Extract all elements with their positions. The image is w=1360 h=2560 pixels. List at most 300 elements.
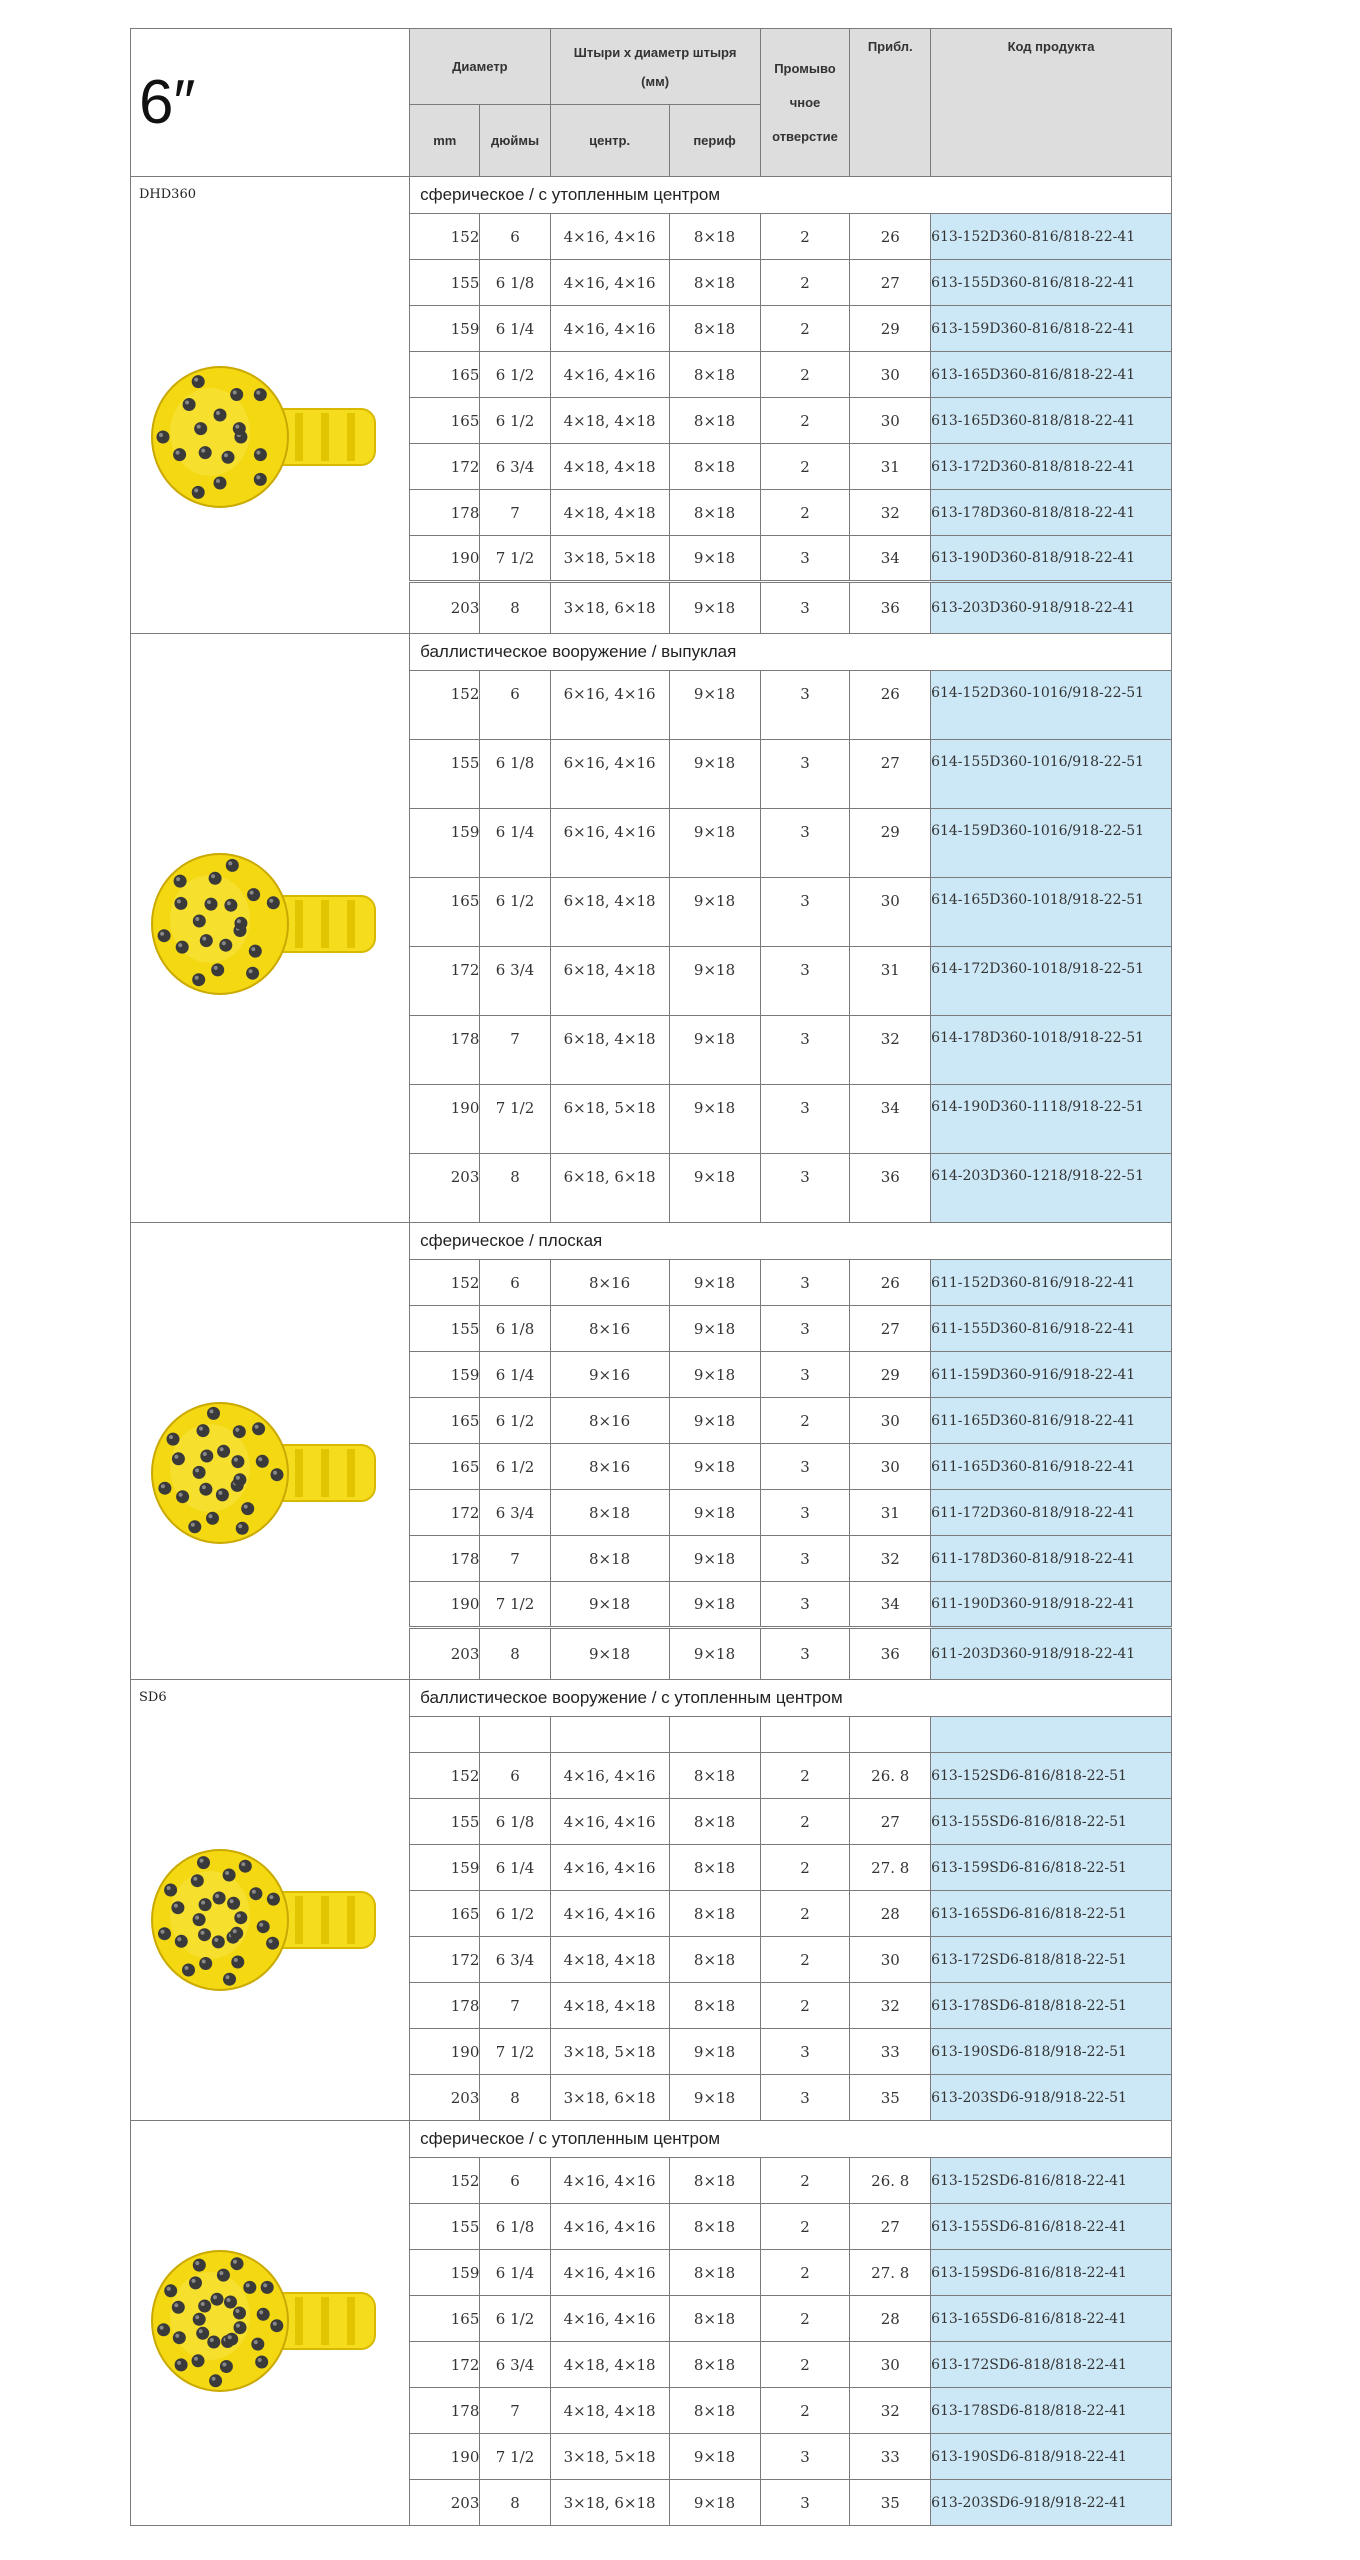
center-pins-cell: 6×18, 5×18	[550, 1085, 669, 1154]
flush-holes-cell: 2	[760, 352, 850, 398]
periph-pins-cell: 9×18	[669, 1398, 760, 1444]
flush-holes-cell: 3	[760, 2075, 850, 2121]
diameter-inch-cell: 6 1/8	[480, 1799, 550, 1845]
approx-weight-cell: 36	[850, 1154, 931, 1223]
blank-cell	[760, 1717, 850, 1753]
product-code-cell: 611-165D360-816/918-22-41	[931, 1398, 1172, 1444]
diameter-mm-cell: 203	[410, 1628, 480, 1680]
product-code-cell: 614-159D360-1016/918-22-51	[931, 809, 1172, 878]
drill-bit-picture	[145, 1840, 385, 2000]
product-code-cell: 611-155D360-816/918-22-41	[931, 1306, 1172, 1352]
product-code-cell: 613-159SD6-816/818-22-41	[931, 2250, 1172, 2296]
flush-holes-cell: 2	[760, 1753, 850, 1799]
diameter-mm-cell: 172	[410, 444, 480, 490]
center-pins-cell: 4×18, 4×18	[550, 490, 669, 536]
approx-weight-cell: 27. 8	[850, 2250, 931, 2296]
product-code-cell: 613-172SD6-818/818-22-51	[931, 1937, 1172, 1983]
approx-weight-cell: 34	[850, 536, 931, 582]
diameter-mm-cell: 178	[410, 1983, 480, 2029]
product-code-cell: 611-203D360-918/918-22-41	[931, 1628, 1172, 1680]
drill-bit-picture	[145, 844, 385, 1004]
periph-pins-cell: 9×18	[669, 1260, 760, 1306]
approx-weight-cell: 29	[850, 306, 931, 352]
diameter-inch-cell: 6 3/4	[480, 2342, 550, 2388]
center-pins-cell: 4×16, 4×16	[550, 2158, 669, 2204]
periph-pins-cell: 8×18	[669, 214, 760, 260]
product-code-cell: 613-190D360-818/918-22-41	[931, 536, 1172, 582]
flush-holes-cell: 2	[760, 214, 850, 260]
product-code-cell: 613-155SD6-816/818-22-51	[931, 1799, 1172, 1845]
approx-weight-cell: 27	[850, 1306, 931, 1352]
center-pins-cell: 4×18, 4×18	[550, 1983, 669, 2029]
approx-weight-cell: 31	[850, 444, 931, 490]
diameter-inch-cell: 6	[480, 2158, 550, 2204]
diameter-mm-cell: 165	[410, 1444, 480, 1490]
section-header-row	[131, 1223, 1172, 1260]
periph-pins-cell: 8×18	[669, 2204, 760, 2250]
product-code-cell: 613-203SD6-918/918-22-51	[931, 2075, 1172, 2121]
diameter-mm-cell: 203	[410, 2480, 480, 2526]
product-code-cell: 611-165D360-816/918-22-41	[931, 1444, 1172, 1490]
approx-weight-cell: 30	[850, 1444, 931, 1490]
drill-bit-image	[145, 2241, 385, 2401]
diameter-inch-cell: 7	[480, 1536, 550, 1582]
flush-holes-cell: 3	[760, 582, 850, 634]
blank-cell	[669, 1717, 760, 1753]
product-code-cell: 611-172D360-818/918-22-41	[931, 1490, 1172, 1536]
product-code-cell: 613-165D360-816/818-22-41	[931, 352, 1172, 398]
center-pins-cell: 4×16, 4×16	[550, 260, 669, 306]
center-pins-cell: 8×16	[550, 1444, 669, 1490]
diameter-mm-cell: 190	[410, 1582, 480, 1628]
diameter-inch-cell: 6 1/8	[480, 260, 550, 306]
diameter-inch-cell: 6 1/2	[480, 398, 550, 444]
diameter-mm-cell: 159	[410, 1845, 480, 1891]
center-pins-cell: 8×18	[550, 1490, 669, 1536]
diameter-mm-cell: 203	[410, 1154, 480, 1223]
diameter-inch-cell: 6	[480, 671, 550, 740]
section-header-row	[131, 634, 1172, 671]
approx-weight-cell: 27	[850, 2204, 931, 2250]
periph-pins-cell: 9×18	[669, 2434, 760, 2480]
diameter-mm-cell: 159	[410, 2250, 480, 2296]
approx-weight-cell: 29	[850, 809, 931, 878]
periph-pins-cell: 9×18	[669, 740, 760, 809]
blank-cell	[931, 1717, 1172, 1753]
flush-holes-cell: 2	[760, 1891, 850, 1937]
header-inch: дюймы	[480, 105, 550, 177]
diameter-mm-cell: 172	[410, 1937, 480, 1983]
periph-pins-cell: 9×18	[669, 1154, 760, 1223]
header-mm: mm	[410, 105, 480, 177]
diameter-inch-cell: 6 3/4	[480, 1490, 550, 1536]
diameter-mm-cell: 155	[410, 1799, 480, 1845]
center-pins-cell: 8×16	[550, 1398, 669, 1444]
diameter-inch-cell: 7	[480, 2388, 550, 2434]
diameter-inch-cell: 6 1/8	[480, 2204, 550, 2250]
product-code-cell: 613-165SD6-816/818-22-51	[931, 1891, 1172, 1937]
center-pins-cell: 4×16, 4×16	[550, 1845, 669, 1891]
flush-holes-cell: 2	[760, 2296, 850, 2342]
diameter-inch-cell: 8	[480, 2480, 550, 2526]
diameter-inch-cell: 6 1/2	[480, 878, 550, 947]
flush-holes-cell: 3	[760, 2029, 850, 2075]
diameter-mm-cell: 178	[410, 490, 480, 536]
periph-pins-cell: 9×18	[669, 2029, 760, 2075]
diameter-mm-cell: 152	[410, 1753, 480, 1799]
diameter-mm-cell: 178	[410, 1536, 480, 1582]
section-label: сферическое / плоская	[410, 1223, 1172, 1260]
flush-holes-cell: 2	[760, 2204, 850, 2250]
drill-bit-picture	[145, 2241, 385, 2401]
center-pins-cell: 4×16, 4×16	[550, 2250, 669, 2296]
periph-pins-cell: 9×18	[669, 1352, 760, 1398]
center-pins-cell: 4×18, 4×18	[550, 1937, 669, 1983]
diameter-mm-cell: 159	[410, 306, 480, 352]
header-center: центр.	[550, 105, 669, 177]
diameter-inch-cell: 7	[480, 1016, 550, 1085]
flush-holes-cell: 3	[760, 1536, 850, 1582]
periph-pins-cell: 8×18	[669, 1983, 760, 2029]
product-table-body	[131, 177, 1172, 2526]
approx-weight-cell: 27	[850, 260, 931, 306]
diameter-mm-cell: 155	[410, 2204, 480, 2250]
periph-pins-cell: 9×18	[669, 536, 760, 582]
approx-weight-cell: 30	[850, 2342, 931, 2388]
diameter-inch-cell: 8	[480, 582, 550, 634]
diameter-mm-cell: 172	[410, 1490, 480, 1536]
blank-cell	[550, 1717, 669, 1753]
periph-pins-cell: 8×18	[669, 490, 760, 536]
periph-pins-cell: 8×18	[669, 2388, 760, 2434]
diameter-inch-cell: 6 1/2	[480, 1891, 550, 1937]
center-pins-cell: 6×18, 4×18	[550, 878, 669, 947]
approx-weight-cell: 36	[850, 582, 931, 634]
product-code-cell: 613-165D360-818/818-22-41	[931, 398, 1172, 444]
flush-holes-cell: 3	[760, 1016, 850, 1085]
product-code-cell: 611-159D360-916/918-22-41	[931, 1352, 1172, 1398]
approx-weight-cell: 30	[850, 878, 931, 947]
header-pins-unit: (мм)	[641, 73, 670, 89]
periph-pins-cell: 9×18	[669, 1628, 760, 1680]
diameter-mm-cell: 155	[410, 1306, 480, 1352]
periph-pins-cell: 9×18	[669, 1582, 760, 1628]
product-code-cell: 613-152SD6-816/818-22-41	[931, 2158, 1172, 2204]
approx-weight-cell: 34	[850, 1582, 931, 1628]
diameter-mm-cell: 203	[410, 582, 480, 634]
diameter-inch-cell: 8	[480, 1154, 550, 1223]
diameter-inch-cell: 6 1/8	[480, 740, 550, 809]
section-label: сферическое / с утопленным центром	[410, 177, 1172, 214]
drill-bit-image	[145, 844, 385, 1004]
diameter-mm-cell: 155	[410, 260, 480, 306]
flush-holes-cell: 2	[760, 2158, 850, 2204]
periph-pins-cell: 8×18	[669, 260, 760, 306]
center-pins-cell: 4×16, 4×16	[550, 306, 669, 352]
periph-pins-cell: 8×18	[669, 1891, 760, 1937]
approx-weight-cell: 27. 8	[850, 1845, 931, 1891]
diameter-mm-cell: 190	[410, 2029, 480, 2075]
approx-weight-cell: 27	[850, 740, 931, 809]
diameter-mm-cell: 165	[410, 398, 480, 444]
drill-bit-picture	[145, 357, 385, 517]
periph-pins-cell: 9×18	[669, 1490, 760, 1536]
center-pins-cell: 6×16, 4×16	[550, 809, 669, 878]
approx-weight-cell: 26	[850, 1260, 931, 1306]
approx-weight-cell: 26. 8	[850, 2158, 931, 2204]
product-code-cell: 613-155D360-816/818-22-41	[931, 260, 1172, 306]
diameter-mm-cell: 159	[410, 1352, 480, 1398]
header-periph: периф	[669, 105, 760, 177]
center-pins-cell: 3×18, 6×18	[550, 2075, 669, 2121]
periph-pins-cell: 8×18	[669, 2342, 760, 2388]
periph-pins-cell: 9×18	[669, 1536, 760, 1582]
flush-holes-cell: 3	[760, 1628, 850, 1680]
diameter-inch-cell: 6	[480, 1260, 550, 1306]
approx-weight-cell: 30	[850, 1937, 931, 1983]
center-pins-cell: 4×16, 4×16	[550, 1891, 669, 1937]
periph-pins-cell: 8×18	[669, 2250, 760, 2296]
approx-weight-cell: 26. 8	[850, 1753, 931, 1799]
center-pins-cell: 8×16	[550, 1306, 669, 1352]
approx-weight-cell: 32	[850, 490, 931, 536]
blank-cell	[410, 1717, 480, 1753]
flush-holes-cell: 3	[760, 740, 850, 809]
product-code-cell: 613-152SD6-816/818-22-51	[931, 1753, 1172, 1799]
diameter-inch-cell: 7	[480, 490, 550, 536]
center-pins-cell: 8×16	[550, 1260, 669, 1306]
periph-pins-cell: 9×18	[669, 1444, 760, 1490]
center-pins-cell: 9×18	[550, 1582, 669, 1628]
center-pins-cell: 6×16, 4×16	[550, 740, 669, 809]
diameter-inch-cell: 7 1/2	[480, 1085, 550, 1154]
approx-weight-cell: 26	[850, 214, 931, 260]
center-pins-cell: 3×18, 6×18	[550, 2480, 669, 2526]
diameter-inch-cell: 7	[480, 1983, 550, 2029]
product-code-cell: 613-165SD6-816/818-22-41	[931, 2296, 1172, 2342]
flush-holes-cell: 2	[760, 306, 850, 352]
flush-holes-cell: 2	[760, 1845, 850, 1891]
flush-holes-cell: 3	[760, 1490, 850, 1536]
periph-pins-cell: 9×18	[669, 2480, 760, 2526]
diameter-inch-cell: 6	[480, 214, 550, 260]
center-pins-cell: 6×18, 6×18	[550, 1154, 669, 1223]
diameter-inch-cell: 7 1/2	[480, 2434, 550, 2480]
periph-pins-cell: 9×18	[669, 2075, 760, 2121]
diameter-mm-cell: 165	[410, 878, 480, 947]
product-code-cell: 613-178SD6-818/818-22-51	[931, 1983, 1172, 2029]
drill-bit-image	[145, 1840, 385, 2000]
product-code-cell: 614-165D360-1018/918-22-51	[931, 878, 1172, 947]
flush-holes-cell: 2	[760, 1799, 850, 1845]
product-code-cell: 613-155SD6-816/818-22-41	[931, 2204, 1172, 2250]
section-header-row	[131, 1680, 1172, 1717]
diameter-mm-cell: 152	[410, 1260, 480, 1306]
diameter-inch-cell: 8	[480, 1628, 550, 1680]
diameter-inch-cell: 6 3/4	[480, 947, 550, 1016]
product-code-cell: 613-159D360-816/818-22-41	[931, 306, 1172, 352]
diameter-inch-cell: 8	[480, 2075, 550, 2121]
product-code-cell: 614-203D360-1218/918-22-51	[931, 1154, 1172, 1223]
periph-pins-cell: 8×18	[669, 1937, 760, 1983]
center-pins-cell: 8×18	[550, 1536, 669, 1582]
center-pins-cell: 3×18, 6×18	[550, 582, 669, 634]
center-pins-cell: 3×18, 5×18	[550, 2434, 669, 2480]
diameter-inch-cell: 6 1/4	[480, 1845, 550, 1891]
periph-pins-cell: 8×18	[669, 1799, 760, 1845]
flush-holes-cell: 2	[760, 260, 850, 306]
blank-cell	[480, 1717, 550, 1753]
diameter-inch-cell: 7 1/2	[480, 536, 550, 582]
diameter-mm-cell: 165	[410, 352, 480, 398]
approx-weight-cell: 33	[850, 2029, 931, 2075]
diameter-inch-cell: 7 1/2	[480, 1582, 550, 1628]
size-title: 6″	[131, 29, 410, 177]
flush-holes-cell: 3	[760, 1306, 850, 1352]
product-code-cell: 613-190SD6-818/918-22-41	[931, 2434, 1172, 2480]
flush-holes-cell: 3	[760, 1582, 850, 1628]
diameter-mm-cell: 155	[410, 740, 480, 809]
flush-holes-cell: 2	[760, 1983, 850, 2029]
diameter-mm-cell: 152	[410, 214, 480, 260]
center-pins-cell: 3×18, 5×18	[550, 536, 669, 582]
diameter-mm-cell: 190	[410, 2434, 480, 2480]
product-image-cell	[131, 1223, 410, 1680]
section-label: сферическое / с утопленным центром	[410, 2121, 1172, 2158]
center-pins-cell: 6×16, 4×16	[550, 671, 669, 740]
flush-holes-cell: 3	[760, 1260, 850, 1306]
product-code-cell: 613-159SD6-816/818-22-51	[931, 1845, 1172, 1891]
blank-cell	[850, 1717, 931, 1753]
flush-holes-cell: 3	[760, 947, 850, 1016]
series-name: DHD360	[139, 187, 196, 202]
approx-weight-cell: 33	[850, 2434, 931, 2480]
periph-pins-cell: 9×18	[669, 947, 760, 1016]
flush-holes-cell: 3	[760, 671, 850, 740]
product-code-cell: 613-178D360-818/818-22-41	[931, 490, 1172, 536]
periph-pins-cell: 8×18	[669, 306, 760, 352]
diameter-mm-cell: 172	[410, 947, 480, 1016]
header-pins-label: Штыри x диаметр штыря	[573, 44, 737, 60]
diameter-mm-cell: 178	[410, 2388, 480, 2434]
header-diameter: Диаметр	[410, 29, 551, 105]
diameter-mm-cell: 165	[410, 2296, 480, 2342]
flush-holes-cell: 3	[760, 1154, 850, 1223]
product-code-cell: 613-203SD6-918/918-22-41	[931, 2480, 1172, 2526]
product-code-cell: 613-172SD6-818/818-22-41	[931, 2342, 1172, 2388]
flush-holes-cell: 3	[760, 878, 850, 947]
drill-bit-image	[145, 1393, 385, 1553]
periph-pins-cell: 8×18	[669, 352, 760, 398]
section-label: баллистическое вооружение / с утопленным центром	[410, 1680, 1172, 1717]
product-image-cell	[131, 2121, 410, 2526]
periph-pins-cell: 8×18	[669, 1753, 760, 1799]
product-code-cell: 611-178D360-818/918-22-41	[931, 1536, 1172, 1582]
drill-bit-image	[145, 357, 385, 517]
section-header-row	[131, 2121, 1172, 2158]
flush-holes-cell: 3	[760, 536, 850, 582]
product-code-cell: 611-152D360-816/918-22-41	[931, 1260, 1172, 1306]
periph-pins-cell: 9×18	[669, 582, 760, 634]
header-code: Код продукта	[931, 29, 1172, 177]
diameter-mm-cell: 165	[410, 1891, 480, 1937]
center-pins-cell: 9×16	[550, 1352, 669, 1398]
periph-pins-cell: 8×18	[669, 444, 760, 490]
center-pins-cell: 9×18	[550, 1628, 669, 1680]
diameter-inch-cell: 7 1/2	[480, 2029, 550, 2075]
flush-holes-cell: 2	[760, 2388, 850, 2434]
center-pins-cell: 4×18, 4×18	[550, 398, 669, 444]
periph-pins-cell: 9×18	[669, 1016, 760, 1085]
diameter-inch-cell: 6 1/4	[480, 809, 550, 878]
approx-weight-cell: 34	[850, 1085, 931, 1154]
approx-weight-cell: 28	[850, 1891, 931, 1937]
diameter-inch-cell: 6 1/2	[480, 1398, 550, 1444]
flush-holes-cell: 2	[760, 1398, 850, 1444]
diameter-mm-cell: 165	[410, 1398, 480, 1444]
approx-weight-cell: 30	[850, 1398, 931, 1444]
product-code-cell: 613-203D360-918/918-22-41	[931, 582, 1172, 634]
approx-weight-cell: 31	[850, 1490, 931, 1536]
approx-weight-cell: 32	[850, 1983, 931, 2029]
product-table	[130, 28, 1172, 2526]
series-name: SD6	[139, 1690, 167, 1705]
product-code-cell: 613-190SD6-818/918-22-51	[931, 2029, 1172, 2075]
diameter-inch-cell: 6 1/8	[480, 1306, 550, 1352]
center-pins-cell: 6×18, 4×18	[550, 947, 669, 1016]
product-image-cell	[131, 634, 410, 1223]
periph-pins-cell: 9×18	[669, 878, 760, 947]
product-image-cell	[131, 177, 410, 634]
flush-holes-cell: 2	[760, 398, 850, 444]
approx-weight-cell: 32	[850, 2388, 931, 2434]
diameter-inch-cell: 6 1/2	[480, 1444, 550, 1490]
flush-holes-cell: 2	[760, 444, 850, 490]
flush-holes-cell: 3	[760, 2480, 850, 2526]
diameter-inch-cell: 6 1/2	[480, 352, 550, 398]
periph-pins-cell: 8×18	[669, 2296, 760, 2342]
center-pins-cell: 3×18, 5×18	[550, 2029, 669, 2075]
flush-holes-cell: 2	[760, 2342, 850, 2388]
product-code-cell: 611-190D360-918/918-22-41	[931, 1582, 1172, 1628]
periph-pins-cell: 9×18	[669, 1085, 760, 1154]
product-code-cell: 613-152D360-816/818-22-41	[931, 214, 1172, 260]
product-code-cell: 614-190D360-1118/918-22-51	[931, 1085, 1172, 1154]
product-code-cell: 614-172D360-1018/918-22-51	[931, 947, 1172, 1016]
diameter-inch-cell: 6 1/2	[480, 2296, 550, 2342]
diameter-mm-cell: 203	[410, 2075, 480, 2121]
approx-weight-cell: 26	[850, 671, 931, 740]
periph-pins-cell: 9×18	[669, 671, 760, 740]
approx-weight-cell: 35	[850, 2075, 931, 2121]
periph-pins-cell: 9×18	[669, 809, 760, 878]
approx-weight-cell: 30	[850, 352, 931, 398]
diameter-inch-cell: 6 1/4	[480, 1352, 550, 1398]
product-code-cell: 614-155D360-1016/918-22-51	[931, 740, 1172, 809]
flush-holes-cell: 2	[760, 490, 850, 536]
product-code-cell: 614-152D360-1016/918-22-51	[931, 671, 1172, 740]
center-pins-cell: 4×18, 4×18	[550, 2342, 669, 2388]
center-pins-cell: 4×16, 4×16	[550, 1799, 669, 1845]
approx-weight-cell: 32	[850, 1016, 931, 1085]
product-image-cell	[131, 1680, 410, 2121]
diameter-mm-cell: 178	[410, 1016, 480, 1085]
header-flush: Промыво чное отверстие	[760, 29, 850, 177]
product-code-cell: 613-178SD6-818/818-22-41	[931, 2388, 1172, 2434]
flush-holes-cell: 3	[760, 809, 850, 878]
section-header-row	[131, 177, 1172, 214]
header-approx: Прибл.	[850, 29, 931, 177]
